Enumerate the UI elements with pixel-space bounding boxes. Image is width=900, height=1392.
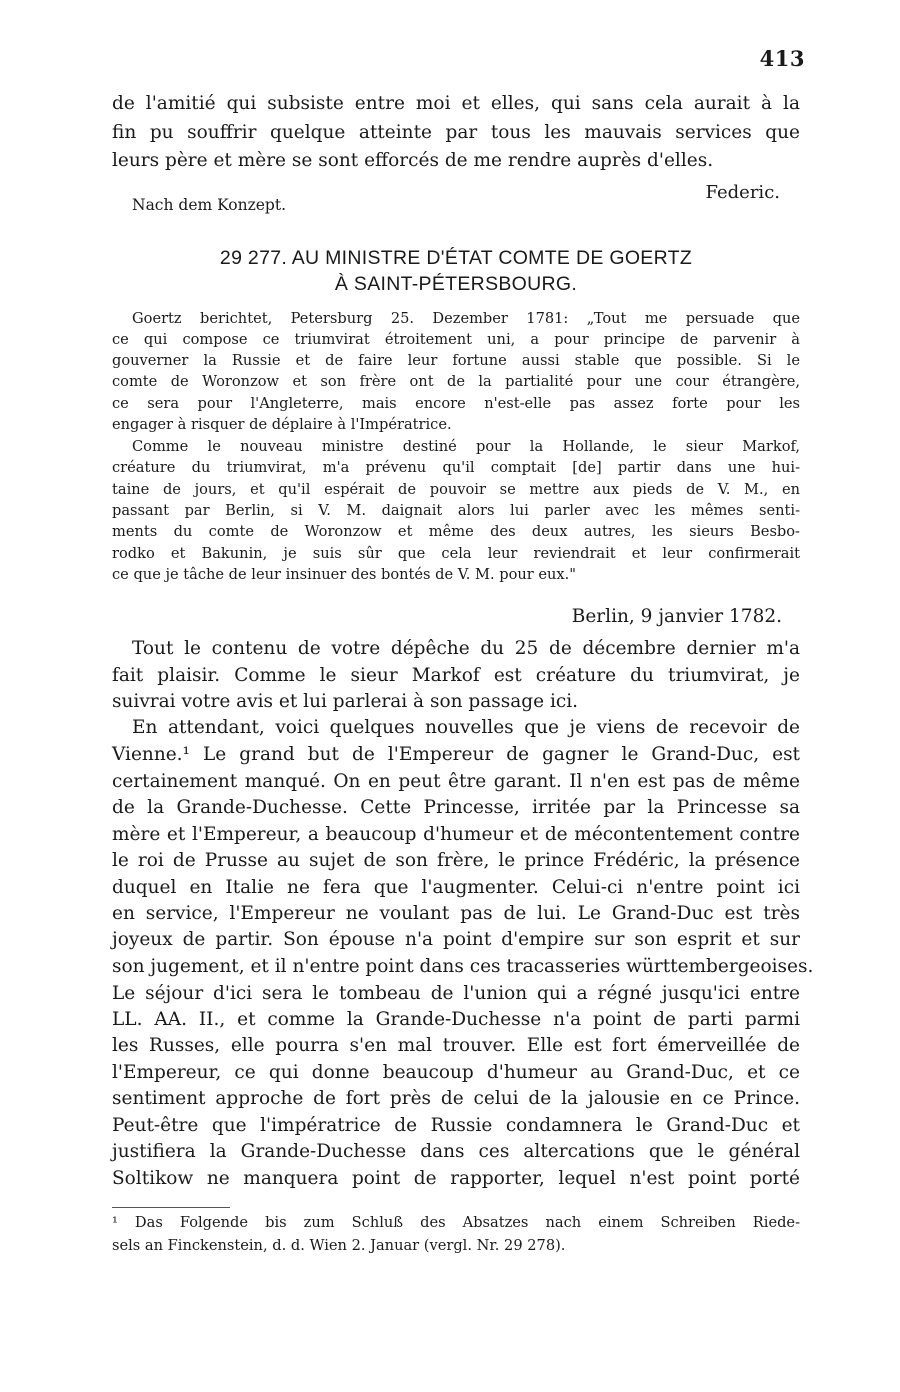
document-heading: À SAINT-PÉTERSBOURG. [334,273,578,295]
letter-line: mère et l'Empereur, a beaucoup d'humeur et de mécontentement contre [112,824,800,845]
opening-line: de l'amitié qui subsiste entre moi et elles, qui sans cela aurait à la [112,93,800,114]
letter-line: son jugement, et il n'entre point dans ces tracasseries württembergeoises. [112,956,814,977]
letter-line: Tout le contenu de votre dépêche du 25 de décembre dernier m'a [132,638,800,659]
letter-line: certainement manqué. On en peut être garant. Il n'en est pas de même [112,771,800,792]
report-line: ce que je tâche de leur insinuer des bontés de V. M. pour eux." [112,566,577,583]
letter-line: fait plaisir. Comme le sieur Markof est créature du triumvirat, je [112,665,800,686]
report-line: rodko et Bakunin, je suis sûr que cela leur reviendrait et leur confirmerait [112,545,800,562]
letter-line: En attendant, voici quelques nouvelles que je viens de recevoir de [132,717,800,738]
report-line: ce sera pour l'Angleterre, mais encore n'est-elle pas assez forte pour les [112,395,800,412]
report-line: créature du triumvirat, m'a prévenu qu'il comptait [de] partir dans une hui- [112,459,800,476]
report-line: taine de jours, et qu'il espérait de pouvoir se mettre aux pieds de V. M., en [112,481,800,498]
letter-line: l'Empereur, ce qui donne beaucoup d'humeur au Grand-Duc, et ce [112,1062,800,1083]
report-line: comte de Woronzow et son frère ont de la partialité pour une cour étrangère, [112,373,800,390]
letter-line: Peut-être que l'impératrice de Russie condamnera le Grand-Duc et [112,1115,800,1136]
letter-line: en service, l'Empereur ne voulant pas de lui. Le Grand-Duc est très [112,903,800,924]
letter-line: LL. AA. II., et comme la Grande-Duchesse n'a point de parti parmi [112,1009,800,1030]
opening-line: leurs père et mère se sont efforcés de me rendre auprès d'elles. [112,150,714,171]
letter-line: Vienne.¹ Le grand but de l'Empereur de gagner le Grand-Duc, est [112,744,800,765]
letter-line: justifiera la Grande-Duchesse dans ces altercations que le général [112,1141,800,1162]
dateline: Berlin, 9 janvier 1782. [571,606,782,627]
report-line: Goertz berichtet, Petersburg 25. Dezember 1781: „Tout me persuade que [132,310,800,327]
report-line: engager à risquer de déplaire à l'Impératrice. [112,416,452,433]
source-note: Nach dem Konzept. [132,196,287,214]
footnote-line: ¹ Das Folgende bis zum Schluß des Absatzes nach einem Schreiben Riede- [112,1214,800,1231]
letter-line: Le séjour d'ici sera le tombeau de l'union qui a régné jusqu'ici entre [112,983,800,1004]
signature: Federic. [705,182,780,203]
report-line: ce qui compose ce triumvirat étroitement uni, a pour principe de parvenir à [112,331,800,348]
letter-line: les Russes, elle pourra s'en mal trouver. Elle est fort émerveillée de [112,1035,800,1056]
report-line: ments du comte de Woronzow et même des deux autres, les sieurs Besbo- [112,523,800,540]
footnote-rule [112,1207,230,1208]
report-line: Comme le nouveau ministre destiné pour la Hollande, le sieur Markof, [132,438,800,455]
letter-line: joyeux de partir. Son épouse n'a point d'empire sur son esprit et sur [112,929,800,950]
letter-line: suivrai votre avis et lui parlerai à son passage ici. [112,691,579,712]
report-line: passant par Berlin, si V. M. daignait alors lui parler avec les mêmes senti- [112,502,800,519]
letter-line: le roi de Prusse au sujet de son frère, le prince Frédéric, la présence [112,850,800,871]
letter-line: duquel en Italie ne fera que l'augmenter. Celui-ci n'entre point ici [112,877,800,898]
footnote-line: sels an Finckenstein, d. d. Wien 2. Januar (vergl. Nr. 29 278). [112,1237,566,1254]
document-heading: 29 277. AU MINISTRE D'ÉTAT COMTE DE GOERTZ [219,247,693,269]
page-number: 413 [759,46,805,71]
letter-line: de la Grande-Duchesse. Cette Princesse, irritée par la Princesse sa [112,797,800,818]
letter-line: Soltikow ne manquera point de rapporter, lequel n'est point porté [112,1168,800,1189]
opening-line: fin pu souffrir quelque atteinte par tous les mauvais services que [112,122,800,143]
report-line: gouverner la Russie et de faire leur fortune aussi stable que possible. Si le [112,352,800,369]
letter-line: sentiment approche de fort près de celui de la jalousie en ce Prince. [112,1088,800,1109]
